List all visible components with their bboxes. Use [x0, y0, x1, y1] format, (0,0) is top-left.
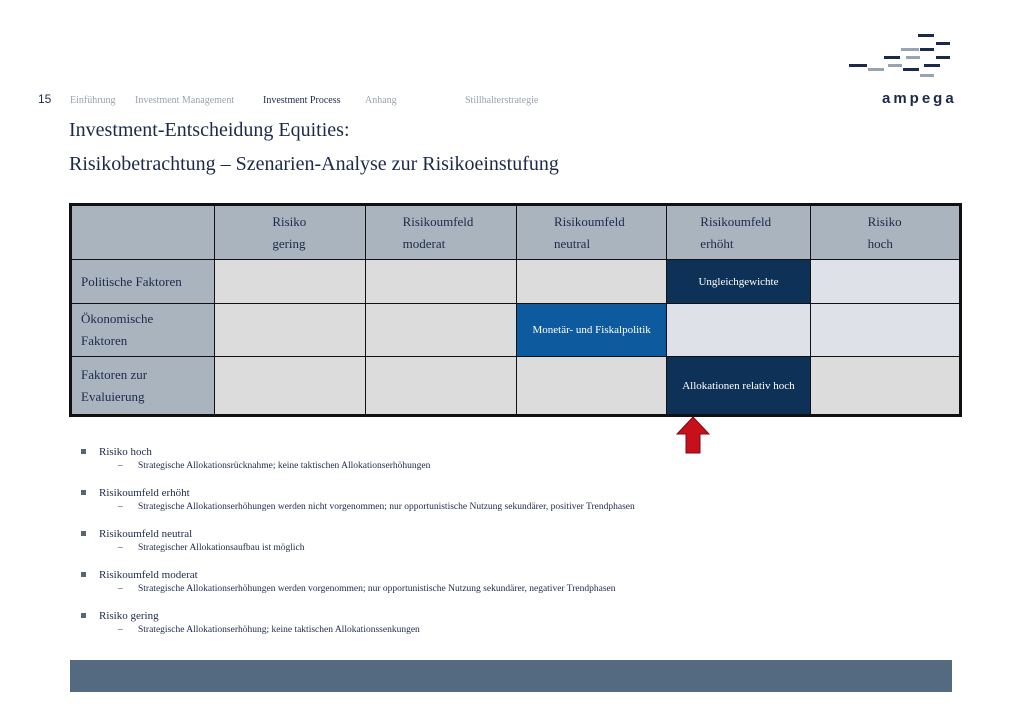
nav-item-einfuehrung[interactable]: Einführung [70, 95, 116, 106]
dash-icon: – [118, 502, 123, 512]
column-header-risiko-gering [215, 205, 365, 260]
matrix-cell [516, 260, 666, 304]
matrix-cell [215, 304, 365, 357]
dash-icon: – [118, 584, 123, 594]
bullet-heading: Risiko gering [99, 610, 159, 622]
matrix-row-politische-faktoren [71, 260, 961, 304]
list-item [80, 528, 304, 553]
bullet-heading: Risikoumfeld erhöht [99, 487, 190, 499]
bullet-heading: Risiko hoch [99, 446, 152, 458]
column-header-line: Risikoumfeld [402, 213, 474, 229]
matrix-cell [810, 304, 960, 357]
nav-item-investment-process[interactable]: Investment Process [263, 95, 341, 106]
page-subtitle: Risikobetrachtung – Szenarien-Analyse zur Risikoeinstufung [69, 153, 559, 175]
nav-item-investment-management[interactable]: Investment Management [135, 95, 235, 106]
matrix-cell-highlight: Monetär- und Fiskalpolitik [516, 304, 666, 357]
bullet-detail: Strategische Allokationserhöhungen werden nicht vorgenommen; nur opportunistische Nutzung sekundärer, positiver Trendphasen [138, 502, 635, 512]
matrix-cell [516, 357, 666, 416]
column-header-line: hoch [867, 235, 893, 251]
list-item [80, 487, 635, 512]
list-item [80, 569, 616, 594]
matrix-cell [810, 260, 960, 304]
matrix-row-oekonomische-faktoren [71, 304, 961, 357]
row-label-line: Faktoren [81, 333, 128, 348]
risk-scenario-matrix [69, 203, 962, 417]
dash-icon: – [118, 543, 123, 553]
column-header-risiko-hoch [810, 205, 960, 260]
bullet-square-icon [81, 572, 86, 577]
bullet-square-icon [81, 613, 86, 618]
dash-icon: – [118, 625, 123, 635]
column-header-line: Risiko [867, 213, 902, 229]
row-label [71, 304, 215, 357]
logo-text: ampega [882, 90, 957, 107]
bullet-square-icon [81, 490, 86, 495]
list-item [80, 610, 420, 635]
row-label-line: Politische Faktoren [81, 273, 182, 289]
up-arrow-icon [676, 416, 710, 454]
matrix-header-row [71, 205, 961, 260]
page-title: Investment-Entscheidung Equities: [69, 119, 350, 141]
matrix-cell [215, 357, 365, 416]
column-header-line: neutral [553, 235, 591, 251]
matrix-row-faktoren-zur-evaluierung [71, 357, 961, 416]
matrix-cell [215, 260, 365, 304]
column-header-line: moderat [402, 235, 446, 251]
bullet-square-icon [81, 449, 86, 454]
matrix-cell-highlight: Ungleichgewichte [667, 260, 810, 304]
bullet-detail: Strategische Allokationsrücknahme; keine taktischen Allokationserhöhungen [138, 461, 431, 471]
column-header-line: erhöht [700, 235, 734, 251]
row-label-line: Evaluierung [81, 388, 145, 404]
matrix-cell [365, 357, 516, 416]
row-label-line: Faktoren zur [81, 366, 148, 382]
column-header-line: Risiko [272, 213, 307, 229]
row-label [71, 357, 215, 416]
column-header-risikoumfeld-erhoeht [667, 205, 810, 260]
bullet-detail: Strategische Allokationserhöhungen werden vorgenommen; nur opportunistische Nutzung sekundärer, negativer Trendphasen [138, 584, 616, 594]
matrix-cell-highlight: Allokationen relativ hoch [667, 357, 810, 416]
column-header-line: Risikoumfeld [553, 213, 625, 229]
row-label [71, 260, 215, 304]
nav-item-stillhalterstrategie[interactable]: Stillhalterstrategie [465, 95, 539, 106]
matrix-cell [365, 304, 516, 357]
page-number: 15 [38, 92, 52, 106]
footer-bar [70, 660, 952, 692]
row-label-line: Ökonomische [81, 311, 154, 326]
bullet-heading: Risikoumfeld neutral [99, 528, 193, 540]
bullet-heading: Risikoumfeld moderat [99, 569, 198, 581]
bullet-detail: Strategische Allokationserhöhung; keine taktischen Allokationssenkungen [138, 625, 420, 635]
matrix-cell [365, 260, 516, 304]
column-header-line: Risikoumfeld [700, 213, 772, 229]
matrix-cell [810, 357, 960, 416]
matrix-cell [667, 304, 810, 357]
column-header-risikoumfeld-neutral [516, 205, 666, 260]
dash-icon: – [118, 461, 123, 471]
bullet-detail: Strategischer Allokationsaufbau ist möglich [138, 543, 305, 553]
column-header-risikoumfeld-moderat [365, 205, 516, 260]
column-header-line: gering [272, 235, 306, 251]
nav-item-anhang[interactable]: Anhang [365, 95, 397, 106]
matrix-corner-cell [71, 205, 215, 260]
bullet-square-icon [81, 531, 86, 536]
list-item [80, 446, 430, 471]
